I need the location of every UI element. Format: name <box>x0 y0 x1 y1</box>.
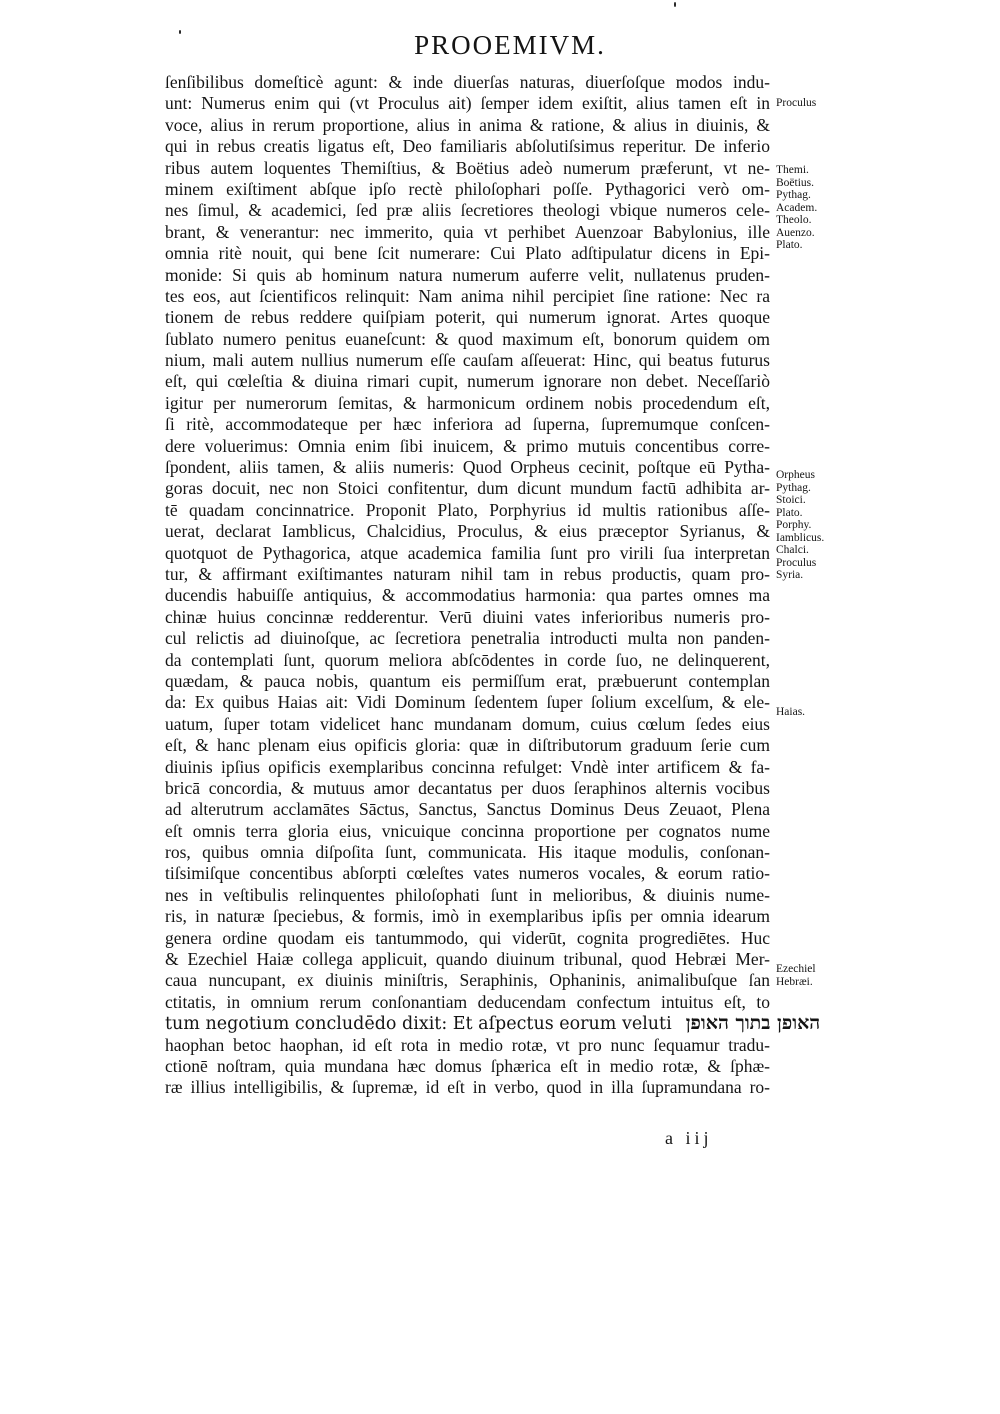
text-line: haophan betoc haophan, id eſt rota in medio rotæ, vt pro nunc ſequamur tradu- <box>165 1034 770 1055</box>
text-line: ræ illius intelligibilis, & ſupremæ, id eſt in verbo, quod in illa ſupramundana ro- <box>165 1077 770 1098</box>
text-line: eſt omnis terra gloria eius, vnicuique concinna proportione per cognatos nume <box>165 820 770 841</box>
margin-note-ezechiel <box>776 963 846 988</box>
margin-note-word: Themi. <box>776 164 809 176</box>
margin-note-word: Hebræi. <box>776 975 813 988</box>
text-line: quædam, & pauca nobis, quantum eis permiſſum erat, præbuerunt contemplan <box>165 670 770 691</box>
margin-note-word: Proculus <box>776 97 817 109</box>
text-line <box>165 1012 821 1035</box>
margin-note-word: Auenzo. <box>776 226 815 239</box>
text-line: da: Ex quibus Haias ait: Vidi Dominum ſedentem ſuper ſolium excelſum, & ele- <box>165 692 770 713</box>
text-line: ſublato numero penitus euaneſcunt: & quod maximum eſt, bonorum quidem om <box>165 328 770 349</box>
margin-note-proculus <box>776 97 846 110</box>
text-line: ros, quibus omnia diſpoſita ſunt, communicata. His itaque modulis, conſonan- <box>165 842 770 863</box>
text-line: uerat, declarat Iamblicus, Chalcidius, Proculus, & eius præceptor Syrianus, & <box>165 521 770 542</box>
margin-note-word: Porphy. <box>776 519 812 531</box>
text-line: tur, & affirmant exiſtimantes naturam nihil tam in rebus productis, quam pro- <box>165 563 770 584</box>
text-line: cul relictis ad diuinoſque, ac ſecretiora penetralia introducti multa non panden- <box>165 628 770 649</box>
text-line: & Ezechiel Haiæ collega applicuit, quando diuinum tribunal, quod Hebræi Mer- <box>165 949 770 970</box>
text-line: monide: Si quis ab hominum natura numerum auferre velit, nullatenus pruden- <box>165 264 770 285</box>
text-line: tionem de rebus reddere quiſpiam poterit, qui numerum ignorat. Artes quoque <box>165 307 770 328</box>
text-line: ſi ritè, accommodateque per hæc inferiora ad ſuperna, ſupremumque conſcen- <box>165 414 770 435</box>
margin-note-word: Haias. <box>776 706 806 718</box>
margin-note-word: Academ. <box>776 201 818 214</box>
text-line: nes in veſtibulis relinquentes philoſophati ſunt in melioribus, & diuinis nume- <box>165 884 770 905</box>
text-line: goras docuit, nec non Stoici confitentur, dum dicunt mundum factū adhibita ar- <box>165 478 770 499</box>
margin-note-word: Boëtius. <box>776 176 815 189</box>
text-line: chinæ huius concinnæ redderentur. Verū diuini vates inferioribus numeris pro- <box>165 606 770 627</box>
margin-note-word: Orpheus <box>776 469 815 481</box>
margin-note-word: Pythag. <box>776 481 811 494</box>
text-line: caua nuncupant, ex diuinis miniſtris, Seraphinis, Ophaninis, animalibuſque ſan <box>165 970 770 991</box>
margin-note-word: Ezechiel <box>776 963 816 975</box>
text-line: nium, mali autem nullius numerum eſſe cauſam aſſeuerat: Hinc, qui beatus futurus <box>165 350 770 371</box>
text-line: eſt, & hanc plenam eius opificis gloria: quæ in diſtributorum graduum ſerie cum <box>165 735 770 756</box>
margin-note-haias <box>776 706 846 719</box>
page-title: PROOEMIVM. <box>414 30 606 60</box>
text-line: ctitatis, in omnium rerum conſonantiam deducendam confectum intuitus eſt, to <box>165 991 770 1012</box>
text-line: ſpondent, aliis tamen, & aliis numeris: Quod Orpheus cecinit, poſtque eū Pytha- <box>165 457 770 478</box>
margin-note-orpheus-group <box>776 469 846 582</box>
margin-note-word: Pythag. <box>776 189 811 201</box>
margin-note-word: Plato. <box>776 239 803 251</box>
hebrew-text: האופן בתוך האופן <box>685 1012 821 1035</box>
text-line: ad alterutrum acclamātes Sāctus, Sanctus, Sanctus Dominus Deus Zeuaot, Plena <box>165 799 770 820</box>
text-line: omnia ritè nouit, qui bene ſcit numerare: Cui Plato adſtipulatur dicens in Epi- <box>165 243 770 264</box>
margin-note-philosophers <box>776 164 846 252</box>
text-line: eſt, qui cœleſtia & diuina rimari cupit, numerum ignorare non debet. Neceſſariò <box>165 371 770 392</box>
margin-note-word: Chalci. <box>776 544 809 556</box>
text-line: ducendis habuiſſe antiquius, & accommodatius harmonia: qua partes omnes ma <box>165 585 770 606</box>
text-line-latin: tum negotium concludēdo dixit: Et aſpectus eorum veluti <box>165 1014 672 1035</box>
text-line: voce, alius in rerum proportione, alius in anima & ratione, & alius in diuinis, & <box>165 114 770 135</box>
text-line: ctionē noſtram, quia mundana hæc domus ſphærica eſt in medio rotæ, & ſphæ- <box>165 1055 770 1076</box>
text-line: diuinis ipſius opificis exemplaribus concinna refulget: Vndè inter artificem & fa- <box>165 756 770 777</box>
margin-note-word: Proculus <box>776 556 817 569</box>
body-text <box>165 72 821 1099</box>
text-line: tes eos, aut ſcientificos relinquit: Nam anima nihil percipiet ſine ratione: Nec ra <box>165 285 770 306</box>
text-line: brant, & venerantur: nec immerito, quia vt perhibet Auenzoar Babylonius, ille <box>165 221 770 242</box>
margin-note-word: Plato. <box>776 506 803 519</box>
text-line: igitur per numerorum ſemitas, & harmonicum ordinem nobis procedendum eſt, <box>165 392 770 413</box>
ink-spot <box>674 2 676 7</box>
text-line: da contemplati ſunt, quorum meliora abſcōdentes in corde ſuo, ne delinquerent, <box>165 649 770 670</box>
text-line: ribus autem loquentes Themiſtius, & Boëtius adeò numerum præferunt, vt ne- <box>165 157 770 178</box>
text-line: ſenſibilibus domeſticè agunt: & inde diuerſas naturas, diuerſoſque modos indu- <box>165 72 770 92</box>
text-line: genera ordine quodam eis tantummodo, qui viderūt, cognita progrediētes. Huc <box>165 927 770 948</box>
text-line: ris, in naturæ ſpeciebus, & formis, imò in exemplaribus ipſis per omnia idearum <box>165 906 770 927</box>
margin-note-word: Iamblicus. <box>776 531 825 544</box>
text-line: unt: Numerus enim qui (vt Proculus ait) ſemper idem exiſtit, alius tamen eſt in <box>165 93 770 114</box>
text-line: minem exiſtiment abſque ipſo rectè philoſophari poſſe. Pythagorici verò om- <box>165 178 770 199</box>
text-line: tē quadam concinnatrice. Proponit Plato, Porphyrius id multis rationibus aſſe- <box>165 499 770 520</box>
margin-note-word: Syria. <box>776 569 804 581</box>
text-line: bricā concordia, & mutuus amor decantatus per duos ſeraphinos alternis vocibus <box>165 777 770 798</box>
text-line: quotquot de Pythagorica, atque academica familia ſunt pro virili ſua interpretan <box>165 542 770 563</box>
margin-note-word: Stoici. <box>776 494 806 506</box>
text-line: uatum, ſuper totam videlicet hanc mundanam domum, cuius cœlum ſedes eius <box>165 713 770 734</box>
text-line: tiſsimiſque concentibus abſorpti cœleſtes vates numeros vocales, & eorum ratio- <box>165 863 770 884</box>
text-line: nes ſimul, & academici, ſed præ aliis ſecretiores theologi vbique numeros cele- <box>165 200 770 221</box>
margin-note-word: Theolo. <box>776 214 812 226</box>
text-line: dere voluerimus: Omnia enim ſibi inuicem, & primo mutuis concentibus corre- <box>165 435 770 456</box>
ink-spot <box>179 30 181 34</box>
signature-mark: a iij <box>665 1128 713 1148</box>
text-line: qui in rebus creatis ligatus eſt, Deo familiaris abſolutiſsimus reperitur. De inferio <box>165 136 770 157</box>
